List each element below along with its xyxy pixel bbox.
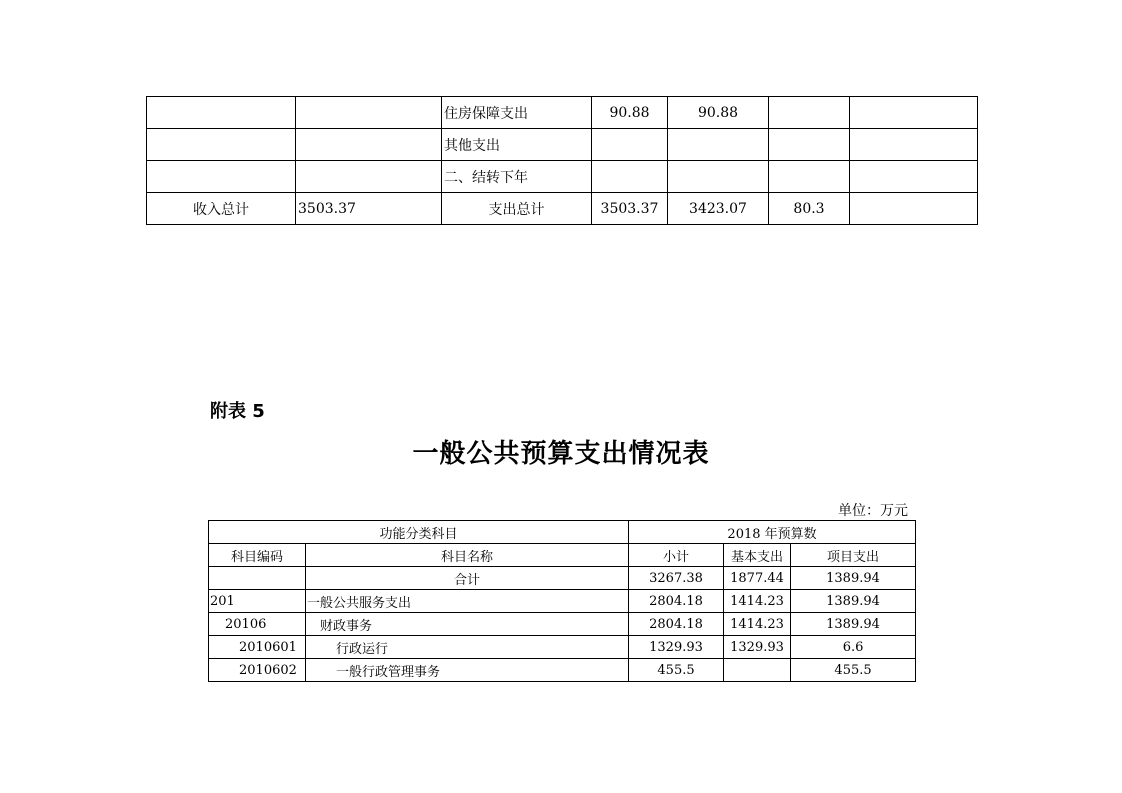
table-cell: [668, 129, 769, 161]
table-cell: 其他支出: [442, 129, 592, 161]
table-row: [147, 193, 978, 225]
table-cell: 1329.93: [629, 636, 724, 659]
table-cell: 1414.23: [724, 613, 791, 636]
column-group-header: 2018 年预算数: [629, 521, 916, 544]
subject-name: 一般公共服务支出: [306, 590, 629, 613]
table-cell: [769, 161, 850, 193]
subject-code: 2010602: [209, 659, 306, 682]
table-row: [147, 97, 978, 129]
table-row: [209, 659, 916, 682]
table-cell: 1877.44: [724, 567, 791, 590]
column-group-header: 功能分类科目: [209, 521, 629, 544]
income-expense-summary-table: [146, 96, 978, 225]
table-cell: [592, 161, 668, 193]
subject-code: 201: [209, 590, 306, 613]
table-cell: [296, 161, 442, 193]
table-cell: [296, 97, 442, 129]
subject-code: 2010601: [209, 636, 306, 659]
header-group-row: [209, 521, 916, 544]
income-total-value: 3503.37: [296, 193, 442, 225]
table-cell: [147, 161, 296, 193]
subject-name: 一般行政管理事务: [306, 659, 629, 682]
table-cell: 3423.07: [668, 193, 769, 225]
table-cell: [850, 193, 978, 225]
table-row: [147, 161, 978, 193]
table-cell: 二、结转下年: [442, 161, 592, 193]
table-cell: [147, 97, 296, 129]
table-cell: [769, 129, 850, 161]
table-cell: [668, 161, 769, 193]
table-cell: 80.3: [769, 193, 850, 225]
table-cell: [850, 97, 978, 129]
table-cell: 1414.23: [724, 590, 791, 613]
column-header: 项目支出: [791, 544, 916, 567]
table-row: [209, 613, 916, 636]
table-cell: [296, 129, 442, 161]
subject-code: 20106: [209, 613, 306, 636]
table-cell: 1329.93: [724, 636, 791, 659]
expenditure-table: [208, 520, 916, 682]
table-cell: [850, 161, 978, 193]
table-cell: 90.88: [668, 97, 769, 129]
table-cell: 住房保障支出: [442, 97, 592, 129]
table-row: [209, 636, 916, 659]
column-header: 基本支出: [724, 544, 791, 567]
table-cell: 3267.38: [629, 567, 724, 590]
total-label: 合计: [306, 567, 629, 590]
subject-name: 行政运行: [306, 636, 629, 659]
table-cell: 2804.18: [629, 590, 724, 613]
table-cell: [147, 129, 296, 161]
table-cell: 1389.94: [791, 567, 916, 590]
table-cell: [769, 97, 850, 129]
table-cell: 455.5: [629, 659, 724, 682]
table-cell: 6.6: [791, 636, 916, 659]
expense-total-value: 3503.37: [592, 193, 668, 225]
table-cell: 1389.94: [791, 613, 916, 636]
table-row: [209, 590, 916, 613]
column-header: 科目名称: [306, 544, 629, 567]
table-cell: 455.5: [791, 659, 916, 682]
column-header: 小计: [629, 544, 724, 567]
income-total-label: 收入总计: [147, 193, 296, 225]
table-cell: 2804.18: [629, 613, 724, 636]
table-row: [147, 129, 978, 161]
page-title: 一般公共预算支出情况表: [412, 439, 710, 469]
column-header: 科目编码: [209, 544, 306, 567]
table-cell: [850, 129, 978, 161]
table-cell: 1389.94: [791, 590, 916, 613]
unit-label: 单位：万元: [838, 503, 908, 519]
table-cell: 90.88: [592, 97, 668, 129]
appendix-label: 附表 5: [210, 401, 265, 422]
subject-name: 财政事务: [306, 613, 629, 636]
table-cell: [209, 567, 306, 590]
expense-total-label: 支出总计: [442, 193, 592, 225]
total-row: [209, 567, 916, 590]
header-row: [209, 544, 916, 567]
table-cell: [592, 129, 668, 161]
table-cell: [724, 659, 791, 682]
